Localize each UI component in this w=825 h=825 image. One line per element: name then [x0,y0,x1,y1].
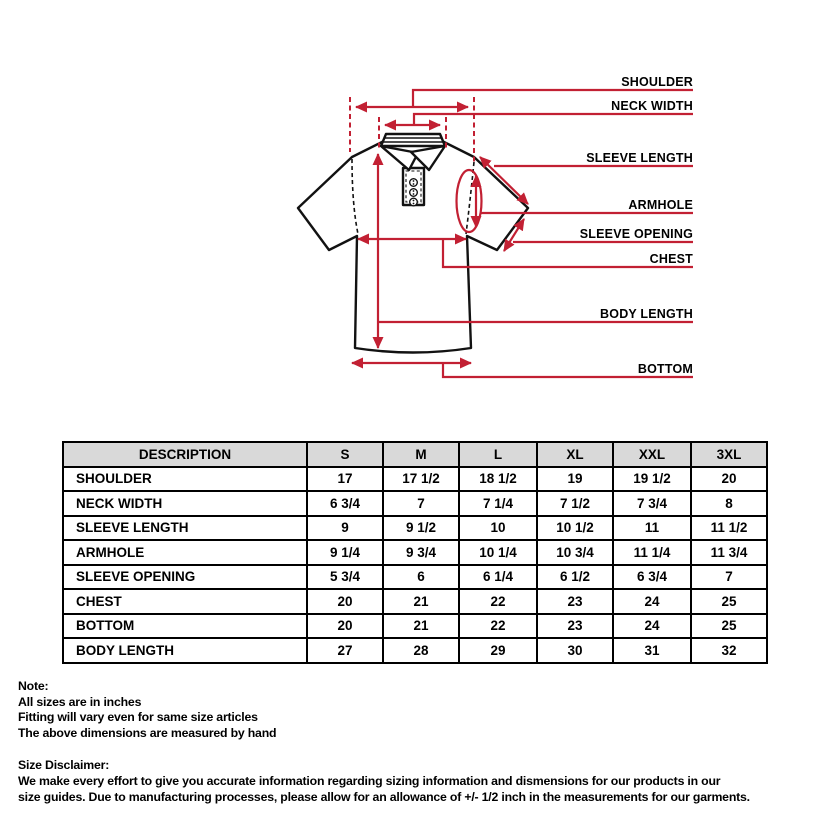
cell: 28 [383,638,459,663]
cell: 7 [691,565,767,590]
cell: 9 1/2 [383,516,459,541]
table-row-shoulder [63,467,767,492]
cell: 18 1/2 [459,467,537,492]
note-title: Note: [18,679,49,693]
header-description: DESCRIPTION [63,442,307,467]
cell: 25 [691,589,767,614]
cell: 11 1/2 [691,516,767,541]
cell: 29 [459,638,537,663]
cell: 6 [383,565,459,590]
table-row-body-length [63,638,767,663]
note-line: All sizes are in inches [18,694,142,709]
disclaimer-line: We make every effort to give you accurate information regarding sizing information and dismensions for our products in our [18,773,721,788]
cell: 9 [307,516,383,541]
cell: 22 [459,614,537,639]
cell: 8 [691,491,767,516]
cell: 27 [307,638,383,663]
cell: 6 3/4 [307,491,383,516]
measurement-labels [580,75,693,376]
cell: 6 3/4 [613,565,691,590]
header-size-s: S [307,442,383,467]
row-label: SLEEVE OPENING [63,565,307,590]
label-neck-width: NECK WIDTH [611,99,693,113]
cell: 31 [613,638,691,663]
header-size-xxl: XXL [613,442,691,467]
row-label: SLEEVE LENGTH [63,516,307,541]
cell: 21 [383,589,459,614]
row-label: SHOULDER [63,467,307,492]
cell: 10 3/4 [537,540,613,565]
table-row-neck-width [63,491,767,516]
size-table [62,441,768,664]
header-size-xl: XL [537,442,613,467]
cell: 25 [691,614,767,639]
placket-buttons [410,179,418,206]
button [410,189,418,197]
table-row-chest [63,589,767,614]
cell: 24 [613,614,691,639]
cell: 7 1/2 [537,491,613,516]
table-row-armhole [63,540,767,565]
cell: 23 [537,589,613,614]
cell: 11 1/4 [613,540,691,565]
cell: 17 [307,467,383,492]
cell: 22 [459,589,537,614]
note-line: Fitting will vary even for same size articles [18,710,258,725]
label-body-length: BODY LENGTH [600,307,693,321]
table-header-row [63,442,767,467]
label-bottom: BOTTOM [637,362,693,376]
button [410,179,418,187]
cell: 7 3/4 [613,491,691,516]
notes-section [18,679,810,805]
cell: 32 [691,638,767,663]
cell: 20 [691,467,767,492]
header-size-l: L [459,442,537,467]
row-label: BOTTOM [63,614,307,639]
table-row-sleeve-length [63,516,767,541]
cell: 17 1/2 [383,467,459,492]
cell: 11 [613,516,691,541]
row-label: CHEST [63,589,307,614]
button [410,198,418,206]
cell: 5 3/4 [307,565,383,590]
row-label: NECK WIDTH [63,491,307,516]
cell: 24 [613,589,691,614]
row-label: ARMHOLE [63,540,307,565]
cell: 21 [383,614,459,639]
cell: 20 [307,614,383,639]
cell: 9 3/4 [383,540,459,565]
cell: 30 [537,638,613,663]
cell: 10 [459,516,537,541]
label-chest: CHEST [649,252,693,266]
label-sleeve-opening: SLEEVE OPENING [579,227,693,241]
polo-shirt-drawing [298,134,528,353]
cell: 23 [537,614,613,639]
table-row-bottom [63,614,767,639]
label-sleeve-length: SLEEVE LENGTH [586,151,693,165]
cell: 11 3/4 [691,540,767,565]
cell: 19 1/2 [613,467,691,492]
row-label: BODY LENGTH [63,638,307,663]
label-armhole: ARMHOLE [628,198,693,212]
neck-width-connector-line [414,114,693,124]
disclaimer-line: size guides. Due to manufacturing processes, please allow for an allowance of +/- 1/2 inch in the measurements for our garments. [18,789,750,804]
cell: 19 [537,467,613,492]
note-line: The above dimensions are measured by hand [18,725,277,740]
header-size-3xl: 3XL [691,442,767,467]
cell: 10 1/2 [537,516,613,541]
spacer [18,741,810,758]
cell: 6 1/4 [459,565,537,590]
disclaimer-title: Size Disclaimer: [18,758,110,773]
cell: 10 1/4 [459,540,537,565]
cell: 6 1/2 [537,565,613,590]
cell: 7 [383,491,459,516]
cell: 20 [307,589,383,614]
label-shoulder: SHOULDER [621,75,693,89]
table-row-sleeve-opening [63,565,767,590]
header-size-m: M [383,442,459,467]
cell: 7 1/4 [459,491,537,516]
cell: 9 1/4 [307,540,383,565]
collar-band [381,134,445,146]
